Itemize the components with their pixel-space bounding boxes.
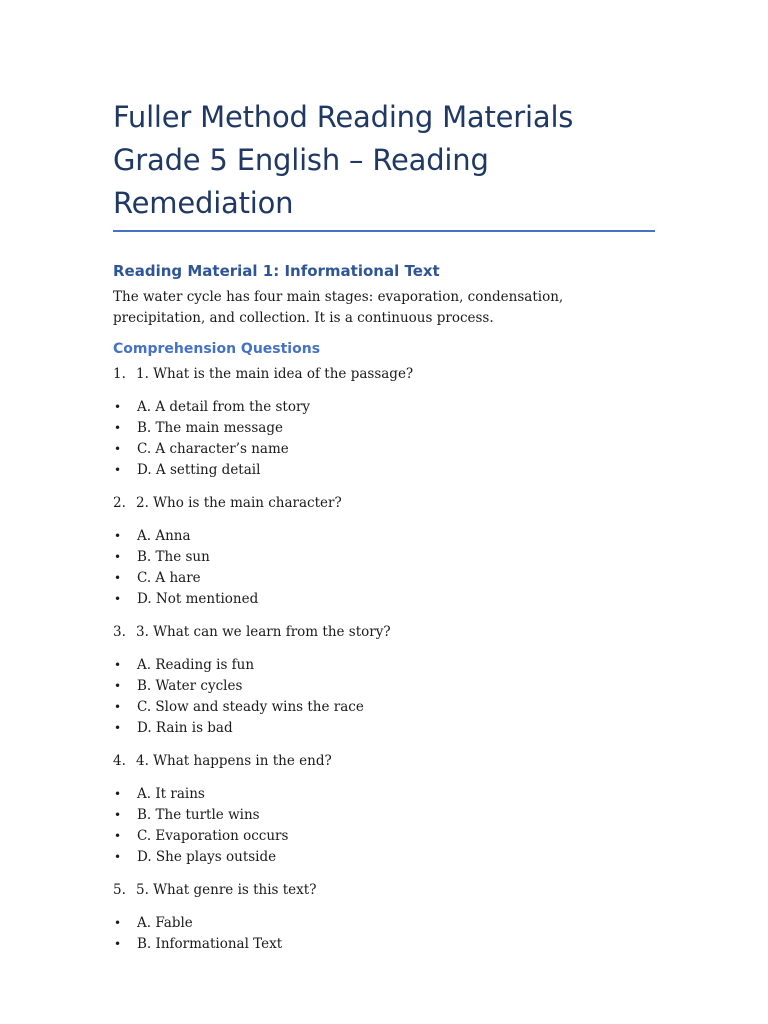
option-text: B. Informational Text <box>137 936 283 952</box>
answer-option <box>113 397 658 418</box>
question-text: 4. What happens in the end? <box>136 753 332 769</box>
question-text: 1. What is the main idea of the passage? <box>136 366 414 382</box>
bullet-icon: • <box>114 442 122 456</box>
bullet-icon: • <box>114 829 122 843</box>
option-text: B. The turtle wins <box>137 807 260 823</box>
answer-option <box>113 418 658 439</box>
option-text: D. Rain is bad <box>137 720 233 736</box>
answer-option <box>113 934 658 955</box>
question-text: 5. What genre is this text? <box>136 882 317 898</box>
questions-heading: Comprehension Questions <box>113 341 321 357</box>
option-text: A. Anna <box>137 528 191 544</box>
bullet-icon: • <box>114 658 122 672</box>
question-item <box>113 751 658 772</box>
answer-option <box>113 655 658 676</box>
answer-options <box>113 526 658 610</box>
question-number: 2. <box>113 495 126 511</box>
bullet-icon: • <box>114 592 122 606</box>
option-text: D. Not mentioned <box>137 591 259 607</box>
question-text: 2. Who is the main character? <box>136 495 342 511</box>
document-title <box>113 96 658 225</box>
answer-options <box>113 784 658 868</box>
answer-option <box>113 718 658 739</box>
passage-text: The water cycle has four main stages: evaporation, condensation, precipitation, and collection. It is a continuous process. <box>113 289 564 326</box>
bullet-icon: • <box>114 721 122 735</box>
question-number: 4. <box>113 753 126 769</box>
bullet-icon: • <box>114 700 122 714</box>
bullet-icon: • <box>114 400 122 414</box>
question-item <box>113 622 658 643</box>
bullet-icon: • <box>114 679 122 693</box>
questions-list <box>113 364 658 955</box>
document-page <box>113 96 658 967</box>
bullet-icon: • <box>114 787 122 801</box>
bullet-icon: • <box>114 550 122 564</box>
answer-options <box>113 655 658 739</box>
title-line-2: Grade 5 English – Reading Remediation <box>113 143 489 220</box>
answer-option <box>113 847 658 868</box>
option-text: D. She plays outside <box>137 849 277 865</box>
option-text: C. Slow and steady wins the race <box>137 699 364 715</box>
option-text: D. A setting detail <box>137 462 261 478</box>
question-item <box>113 364 658 385</box>
answer-option <box>113 460 658 481</box>
question-item <box>113 880 658 901</box>
answer-option <box>113 526 658 547</box>
bullet-icon: • <box>114 850 122 864</box>
bullet-icon: • <box>114 937 122 951</box>
answer-option <box>113 676 658 697</box>
answer-options <box>113 397 658 481</box>
bullet-icon: • <box>114 808 122 822</box>
answer-option <box>113 805 658 826</box>
answer-option <box>113 697 658 718</box>
answer-option <box>113 826 658 847</box>
option-text: B. The sun <box>137 549 210 565</box>
title-line-1: Fuller Method Reading Materials <box>113 100 574 134</box>
section-heading: Reading Material 1: Informational Text <box>113 262 440 280</box>
option-text: C. A character’s name <box>137 441 289 457</box>
answer-option <box>113 589 658 610</box>
bullet-icon: • <box>114 916 122 930</box>
bullet-icon: • <box>114 421 122 435</box>
option-text: B. The main message <box>137 420 283 436</box>
answer-options <box>113 913 658 955</box>
option-text: A. It rains <box>137 786 205 802</box>
option-text: B. Water cycles <box>137 678 243 694</box>
question-number: 3. <box>113 624 126 640</box>
question-number: 5. <box>113 882 126 898</box>
title-divider <box>113 230 655 232</box>
answer-option <box>113 439 658 460</box>
question-number: 1. <box>113 366 126 382</box>
bullet-icon: • <box>114 571 122 585</box>
bullet-icon: • <box>114 529 122 543</box>
option-text: A. A detail from the story <box>137 399 311 415</box>
answer-option <box>113 568 658 589</box>
answer-option <box>113 913 658 934</box>
answer-option <box>113 547 658 568</box>
option-text: A. Reading is fun <box>137 657 255 673</box>
option-text: C. Evaporation occurs <box>137 828 289 844</box>
option-text: C. A hare <box>137 570 201 586</box>
option-text: A. Fable <box>137 915 193 931</box>
answer-option <box>113 784 658 805</box>
question-text: 3. What can we learn from the story? <box>136 624 391 640</box>
bullet-icon: • <box>114 463 122 477</box>
question-item <box>113 493 658 514</box>
